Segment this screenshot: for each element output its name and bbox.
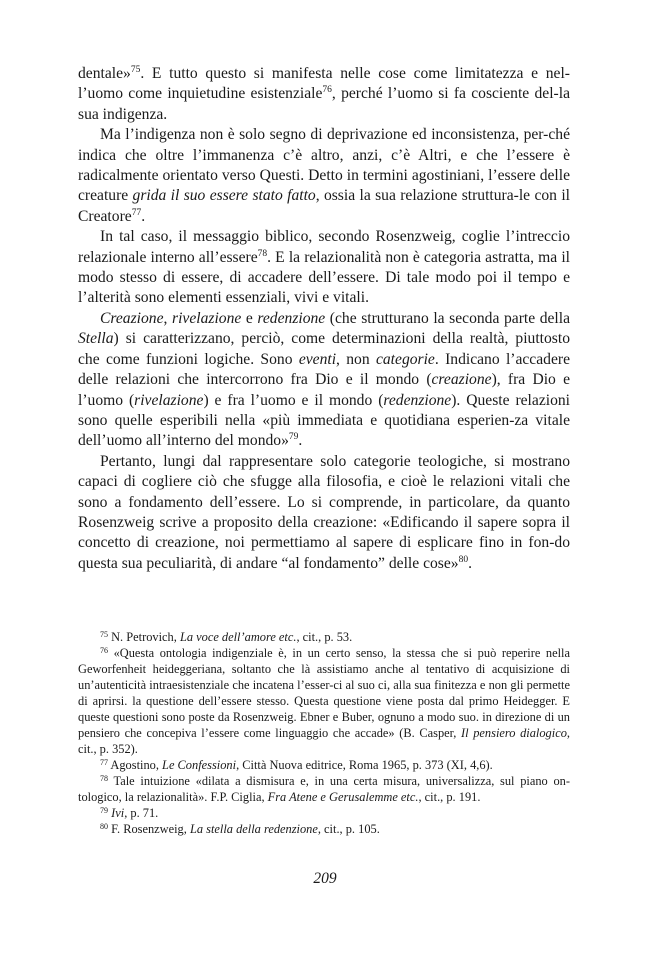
paragraph-1: dentale»$^{75}$. E tutto questo si manifesta nelle cose come limitatezza e nel-l’uomo come inquietudine esistenziale$^{76}$, perché l’uomo si fa cosciente del-la sua indigenza. <box>78 65 570 123</box>
main-text <box>78 64 570 574</box>
footnote-75: $^{75}$ N. Petrovich, La voce dell’amore etc., cit., p. 53. <box>100 630 353 644</box>
paragraph-3: In tal caso, il messaggio biblico, secondo Rosenzweig, coglie l’intreccio relazionale interno all’essere$^{78}$. E la relazionalità non è categoria astratta, ma il modo stesso di essere, di accadere dell’essere. Di tale modo poi il tempo e l’alterità sono elementi essenziali, vivi e vitali. <box>78 228 571 307</box>
footnote-ref-80: 80 <box>458 554 469 565</box>
page-number: 209 <box>313 870 337 887</box>
footnote-77: $^{77}$ Agostino, Le Confessioni, Città Nuova editrice, Roma 1965, p. 373 (XI, 4,6). <box>100 758 493 772</box>
paragraph-4: Creazione, rivelazione e redenzione (che strutturano la seconda parte della Stella) si caratterizzano, perciò, come determinazioni della realtà, piuttosto che come funzioni logiche. Sono eventi, non categorie. Indicano l’accadere delle relazioni che intercorrono fra Dio e il mondo (creazione), fra Dio e l’uomo (rivelazione) e fra l’uomo e il mondo (redenzione). Queste relazioni sono quelle esperibili nella «più immediata e quotidiana esperien-za vitale dell’uomo all’interno del mondo»$^{79}$. <box>78 309 571 450</box>
footnote-ref-78: 78 <box>257 248 268 259</box>
footnote-78: $^{78}$ Tale intuizione «dilata a dismisura e, in una certa misura, universalizza, sul piano on-tologico, la relazionalità». F.P. Ciglia, Fra Atene e Gerusalemme etc., cit., p. 191. <box>78 774 570 804</box>
footnote-80: $^{80}$ F. Rosenzweig, La stella della redenzione, cit., p. 105. <box>100 822 380 836</box>
paragraph-2: Ma l’indigenza non è solo segno di deprivazione ed inconsistenza, per-ché indica che oltre l’immanenza c’è altro, anzi, c’è Altri, e che l’essere è radicalmente orientato verso Questi. Detto in termini agostiniani, l’essere delle creature grida il suo essere stato fatto, ossia la sua relazione struttura-le con il Creatore$^{77}$. <box>78 126 570 225</box>
footnotes <box>78 629 570 837</box>
footnote-ref-79: 79 <box>288 432 299 443</box>
footnote-ref-77: 77 <box>131 207 142 218</box>
footnote-ref-76: 76 <box>322 85 332 96</box>
footnote-76: $^{76}$ «Questa ontologia indigenziale è, in un certo senso, la stessa che si può reperire nella Geworfenheit heideggeriana, soltanto che là assistiamo anche al tentativo di acquisizione di un’autenticità intraesistenziale che incatena l’esser-ci al suo ci, alla sua finitezza e non gli permette di aprirsi. la questione dell’essere stesso. Questa questione viene posta dal primo Heidegger. E queste questioni sono poste da Rosenzweig. Ebner e Buber, ognuno a modo suo. in direzione di un pensiero che concepiva l’essere come linguaggio che accade» (B. Casper, Il pensiero dialogico, cit., p. 352). <box>78 646 571 756</box>
footnote-ref-75: 75 <box>130 65 141 75</box>
footnote-79: $^{79}$ Ivi, p. 71. <box>100 806 159 820</box>
paragraph-5: Pertanto, lungi dal rappresentare solo categorie teologiche, si mostrano capaci di cogliere ciò che sfugge alla filosofia, e cioè le relazioni vitali che sono a fondamento dell’essere. Lo si comprende, in particolare, da quanto Rosenzweig scrive a proposito della creazione: «Edificando il sapere sopra il concetto di creazione, noi permettiamo al sapere di esplicare fino in fon-do questa sua peculiarità, di andare “al fondamento” delle cose»$^{80}$. <box>78 452 570 572</box>
